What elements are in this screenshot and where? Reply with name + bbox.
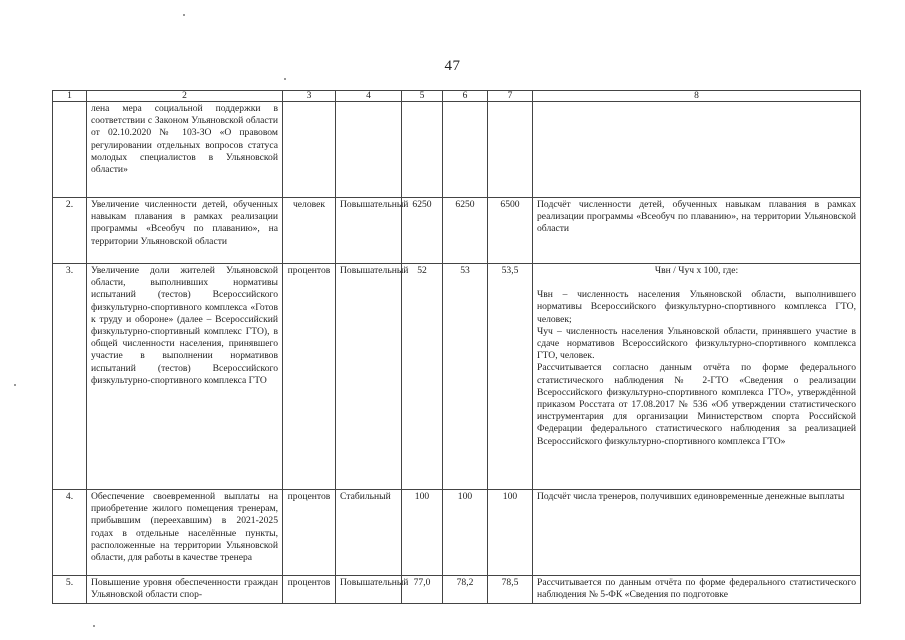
indicator-name: лена мера социальной поддержки в соответствии с Законом Ульяновской области от 02.10.2020 № 103-ЗО «О правовом регулировании отдельных вопросов статуса молодых специалистов в Ульяновской области»	[87, 102, 283, 198]
unit	[283, 102, 336, 198]
row-number: 4.	[53, 490, 87, 576]
method-cell	[533, 490, 861, 576]
method-text: Подсчёт числа тренеров, получивших единовременные денежные выплаты	[537, 491, 845, 502]
method-text: Рассчитывается по данным отчёта по форме федерального статистического наблюдения № 5-ФК «Сведения по подготовке	[537, 577, 856, 601]
value-2: 100	[443, 490, 488, 576]
row-number	[53, 102, 87, 198]
scan-speck	[14, 384, 16, 386]
value-3: 100	[488, 490, 533, 576]
value-1: 6250	[402, 198, 443, 264]
value-1	[402, 102, 443, 198]
row-number: 3.	[53, 264, 87, 490]
value-1: 77,0	[402, 576, 443, 604]
header-row	[53, 91, 861, 102]
scan-speck	[183, 14, 185, 16]
table-row	[53, 576, 861, 604]
table-row	[53, 198, 861, 264]
value-1: 100	[402, 490, 443, 576]
table-row	[53, 490, 861, 576]
row-number: 2.	[53, 198, 87, 264]
trend: Повышательный	[336, 198, 402, 264]
header-cell: 2	[87, 91, 283, 102]
method-text: Чуч – численность населения Ульяновской области, принявшего участие в сдаче нормативов Всероссийского физкультурно-спортивного комплекса ГТО, человек.	[537, 325, 856, 362]
trend	[336, 102, 402, 198]
method-cell	[533, 576, 861, 604]
indicator-name: Обеспечение своевременной выплаты на приобретение жилого помещения тренерам, прибывшим (переехавшим) в 2021-2025 годах в отдельные населённые пункты, расположенные на территории Ульяновской области, для работы в качестве тренера	[87, 490, 283, 576]
scan-speck	[93, 625, 95, 627]
trend: Стабильный	[336, 490, 402, 576]
method-cell	[533, 198, 861, 264]
method-cell	[533, 264, 861, 490]
value-3: 53,5	[488, 264, 533, 490]
value-3	[488, 102, 533, 198]
header-cell: 5	[402, 91, 443, 102]
header-cell: 4	[336, 91, 402, 102]
table-row	[53, 264, 861, 490]
header-cell: 1	[53, 91, 87, 102]
value-2: 6250	[443, 198, 488, 264]
row-number: 5.	[53, 576, 87, 604]
table-row	[53, 102, 861, 198]
unit: процентов	[283, 576, 336, 604]
unit: человек	[283, 198, 336, 264]
formula: Чвн / Чуч x 100, где:	[654, 265, 739, 276]
value-3: 78,5	[488, 576, 533, 604]
scan-speck	[284, 78, 286, 80]
unit: процентов	[283, 490, 336, 576]
indicator-name: Увеличение доли жителей Ульяновской области, выполнивших нормативы испытаний (тестов) Всероссийского физкультурно-спортивного комплекса «Готов к труду и обороне» (далее – Всероссийский физкультурно-спортивный комплекс ГТО), в общей численности населения, принявшего участие в выполнении нормативов испытаний (тестов) Всероссийского физкультурно-спортивного комплекса ГТО	[87, 264, 283, 490]
method-text: Подсчёт численности детей, обученных навыкам плавания в рамках реализации программы «Всеобуч по плаванию», на территории Ульяновской области	[537, 199, 856, 235]
value-2: 78,2	[443, 576, 488, 604]
trend: Повышательный	[336, 576, 402, 604]
value-1: 52	[402, 264, 443, 490]
method-text: Чвн – численность населения Ульяновской области, выполнившего нормативы Всероссийского физкультурно-спортивного комплекса ГТО, человек;	[537, 289, 856, 325]
indicator-name: Увеличение численности детей, обученных навыкам плавания в рамках реализации программы «Всеобуч по плаванию», на территории Ульяновской области	[87, 198, 283, 264]
value-3: 6500	[488, 198, 533, 264]
indicators-table	[52, 90, 861, 604]
trend: Повышательный	[336, 264, 402, 490]
value-2	[443, 102, 488, 198]
header-cell: 6	[443, 91, 488, 102]
method-cell	[533, 102, 861, 198]
header-cell: 8	[533, 91, 861, 102]
indicator-name: Повышение уровня обеспеченности граждан Ульяновской области спор-	[87, 576, 283, 604]
value-2: 53	[443, 264, 488, 490]
method-text: Рассчитывается согласно данным отчёта по форме федерального статистического наблюдения № 2-ГТО «Сведения о реализации Всероссийского физкультурно-спортивного комплекса ГТО», утверждённой приказом Росстата от 17.08.2017 № 536 «Об утверждении статистического инструментария для организации Министерством спорта Российской Федерации федерального статистического наблюдения за реализацией Всероссийского физкультурно-спортивного комплекса ГТО»	[537, 362, 856, 447]
header-cell: 7	[488, 91, 533, 102]
unit: процентов	[283, 264, 336, 490]
header-cell: 3	[283, 91, 336, 102]
page-number: 47	[444, 58, 461, 74]
